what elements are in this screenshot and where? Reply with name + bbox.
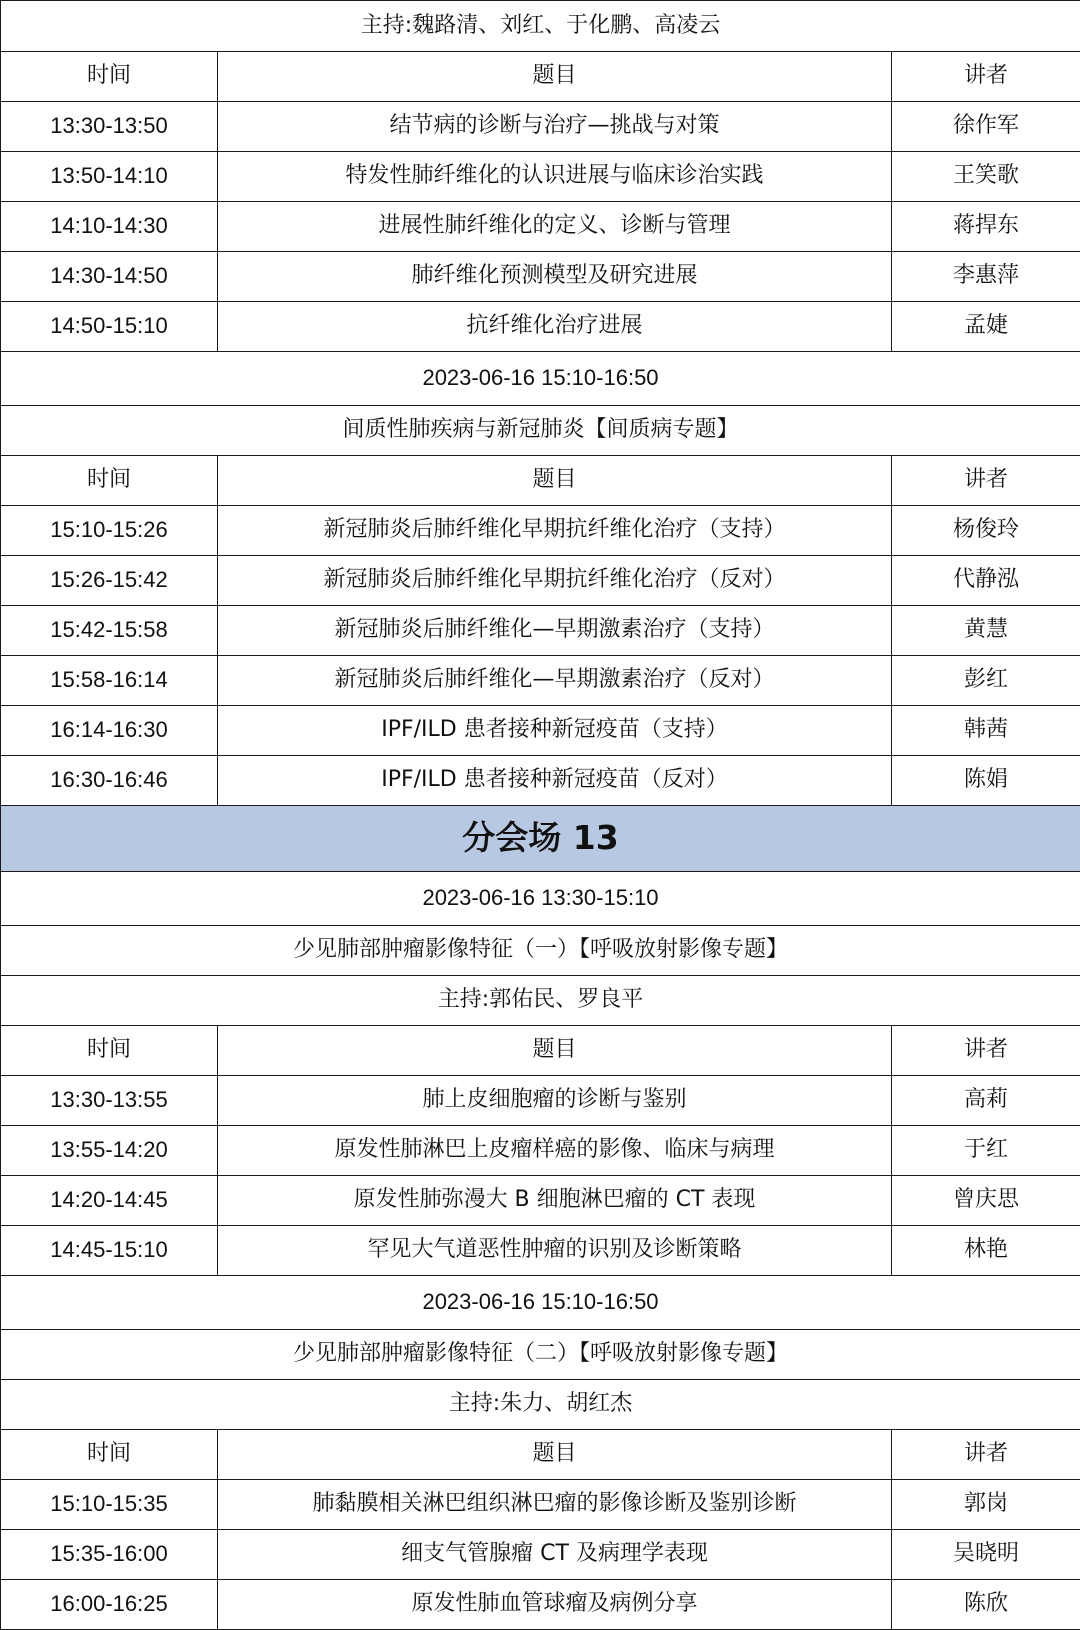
session-datetime: 2023-06-16 15:10-16:50 bbox=[1, 352, 1080, 406]
talk-topic: 抗纤维化治疗进展 bbox=[218, 302, 892, 352]
session-datetime-row bbox=[1, 352, 1080, 406]
talk-time: 16:14-16:30 bbox=[1, 706, 218, 756]
talk-speaker: 彭红 bbox=[892, 656, 1080, 706]
talk-speaker: 杨俊玲 bbox=[892, 506, 1080, 556]
talk-topic: 新冠肺炎后肺纤维化早期抗纤维化治疗（支持） bbox=[218, 506, 892, 556]
talk-row bbox=[1, 1480, 1080, 1530]
talk-speaker: 韩茜 bbox=[892, 706, 1080, 756]
talk-topic: 原发性肺弥漫大 B 细胞淋巴瘤的 CT 表现 bbox=[218, 1176, 892, 1226]
talk-speaker: 黄慧 bbox=[892, 606, 1080, 656]
talk-time: 16:00-16:25 bbox=[1, 1580, 218, 1630]
session-datetime-row bbox=[1, 1276, 1080, 1330]
talk-row bbox=[1, 1580, 1080, 1630]
talk-speaker: 孟婕 bbox=[892, 302, 1080, 352]
talk-speaker: 高莉 bbox=[892, 1076, 1080, 1126]
talk-row bbox=[1, 556, 1080, 606]
talk-speaker: 徐作军 bbox=[892, 102, 1080, 152]
talk-speaker: 吴晓明 bbox=[892, 1530, 1080, 1580]
header-time: 时间 bbox=[1, 1026, 218, 1076]
talk-time: 16:30-16:46 bbox=[1, 756, 218, 806]
talk-row bbox=[1, 1126, 1080, 1176]
talk-time: 13:30-13:50 bbox=[1, 102, 218, 152]
session-title: 少见肺部肿瘤影像特征（一）【呼吸放射影像专题】 bbox=[1, 926, 1080, 976]
header-topic: 题目 bbox=[218, 52, 892, 102]
talk-topic: 新冠肺炎后肺纤维化—早期激素治疗（反对） bbox=[218, 656, 892, 706]
header-speaker: 讲者 bbox=[892, 456, 1080, 506]
schedule-body bbox=[1, 1, 1080, 1630]
talk-row bbox=[1, 302, 1080, 352]
talk-time: 13:30-13:55 bbox=[1, 1076, 218, 1126]
talk-topic: 肺纤维化预测模型及研究进展 bbox=[218, 252, 892, 302]
talk-time: 13:50-14:10 bbox=[1, 152, 218, 202]
talk-topic: 新冠肺炎后肺纤维化早期抗纤维化治疗（反对） bbox=[218, 556, 892, 606]
host-row bbox=[1, 1380, 1080, 1430]
talk-topic: 进展性肺纤维化的定义、诊断与管理 bbox=[218, 202, 892, 252]
talk-row bbox=[1, 1530, 1080, 1580]
talk-speaker: 陈欣 bbox=[892, 1580, 1080, 1630]
talk-speaker: 王笑歌 bbox=[892, 152, 1080, 202]
header-topic: 题目 bbox=[218, 1430, 892, 1480]
host-row bbox=[1, 976, 1080, 1026]
header-speaker: 讲者 bbox=[892, 52, 1080, 102]
talk-topic: 新冠肺炎后肺纤维化—早期激素治疗（支持） bbox=[218, 606, 892, 656]
session-title-row bbox=[1, 406, 1080, 456]
talk-speaker: 陈娟 bbox=[892, 756, 1080, 806]
host-cell: 主持:朱力、胡红杰 bbox=[1, 1380, 1080, 1430]
header-time: 时间 bbox=[1, 52, 218, 102]
talk-topic: 原发性肺血管球瘤及病例分享 bbox=[218, 1580, 892, 1630]
talk-topic: 罕见大气道恶性肿瘤的识别及诊断策略 bbox=[218, 1226, 892, 1276]
talk-row bbox=[1, 1226, 1080, 1276]
talk-time: 15:58-16:14 bbox=[1, 656, 218, 706]
talk-row bbox=[1, 656, 1080, 706]
talk-row bbox=[1, 506, 1080, 556]
column-header-row bbox=[1, 1430, 1080, 1480]
hall-title-row bbox=[1, 806, 1080, 872]
host-cell: 主持:郭佑民、罗良平 bbox=[1, 976, 1080, 1026]
talk-speaker: 郭岗 bbox=[892, 1480, 1080, 1530]
header-time: 时间 bbox=[1, 456, 218, 506]
talk-time: 15:26-15:42 bbox=[1, 556, 218, 606]
talk-topic: 特发性肺纤维化的认识进展与临床诊治实践 bbox=[218, 152, 892, 202]
talk-time: 14:10-14:30 bbox=[1, 202, 218, 252]
header-speaker: 讲者 bbox=[892, 1026, 1080, 1076]
talk-topic: IPF/ILD 患者接种新冠疫苗（反对） bbox=[218, 756, 892, 806]
talk-topic: IPF/ILD 患者接种新冠疫苗（支持） bbox=[218, 706, 892, 756]
talk-time: 15:42-15:58 bbox=[1, 606, 218, 656]
session-datetime-row bbox=[1, 872, 1080, 926]
hall-title: 分会场 13 bbox=[1, 806, 1080, 872]
talk-row bbox=[1, 706, 1080, 756]
talk-time: 15:10-15:35 bbox=[1, 1480, 218, 1530]
header-topic: 题目 bbox=[218, 456, 892, 506]
talk-row bbox=[1, 756, 1080, 806]
session-title: 少见肺部肿瘤影像特征（二）【呼吸放射影像专题】 bbox=[1, 1330, 1080, 1380]
session-title-row bbox=[1, 1330, 1080, 1380]
talk-row bbox=[1, 1176, 1080, 1226]
talk-speaker: 代静泓 bbox=[892, 556, 1080, 606]
column-header-row bbox=[1, 456, 1080, 506]
session-datetime: 2023-06-16 13:30-15:10 bbox=[1, 872, 1080, 926]
host-cell: 主持:魏路清、刘红、于化鹏、高凌云 bbox=[1, 1, 1080, 52]
talk-topic: 结节病的诊断与治疗—挑战与对策 bbox=[218, 102, 892, 152]
talk-topic: 肺上皮细胞瘤的诊断与鉴别 bbox=[218, 1076, 892, 1126]
talk-row bbox=[1, 1076, 1080, 1126]
talk-row bbox=[1, 252, 1080, 302]
header-time: 时间 bbox=[1, 1430, 218, 1480]
talk-speaker: 蒋捍东 bbox=[892, 202, 1080, 252]
talk-speaker: 李惠萍 bbox=[892, 252, 1080, 302]
talk-time: 14:50-15:10 bbox=[1, 302, 218, 352]
talk-time: 14:20-14:45 bbox=[1, 1176, 218, 1226]
talk-time: 14:45-15:10 bbox=[1, 1226, 218, 1276]
column-header-row bbox=[1, 1026, 1080, 1076]
talk-row bbox=[1, 102, 1080, 152]
talk-speaker: 曾庆思 bbox=[892, 1176, 1080, 1226]
header-topic: 题目 bbox=[218, 1026, 892, 1076]
host-row bbox=[1, 1, 1080, 52]
talk-time: 13:55-14:20 bbox=[1, 1126, 218, 1176]
talk-topic: 原发性肺淋巴上皮瘤样癌的影像、临床与病理 bbox=[218, 1126, 892, 1176]
talk-time: 15:35-16:00 bbox=[1, 1530, 218, 1580]
talk-topic: 肺黏膜相关淋巴组织淋巴瘤的影像诊断及鉴别诊断 bbox=[218, 1480, 892, 1530]
talk-row bbox=[1, 202, 1080, 252]
column-header-row bbox=[1, 52, 1080, 102]
session-datetime: 2023-06-16 15:10-16:50 bbox=[1, 1276, 1080, 1330]
talk-speaker: 林艳 bbox=[892, 1226, 1080, 1276]
talk-topic: 细支气管腺瘤 CT 及病理学表现 bbox=[218, 1530, 892, 1580]
session-title: 间质性肺疾病与新冠肺炎【间质病专题】 bbox=[1, 406, 1080, 456]
session-title-row bbox=[1, 926, 1080, 976]
header-speaker: 讲者 bbox=[892, 1430, 1080, 1480]
talk-row bbox=[1, 152, 1080, 202]
talk-time: 15:10-15:26 bbox=[1, 506, 218, 556]
talk-speaker: 于红 bbox=[892, 1126, 1080, 1176]
talk-time: 14:30-14:50 bbox=[1, 252, 218, 302]
talk-row bbox=[1, 606, 1080, 656]
